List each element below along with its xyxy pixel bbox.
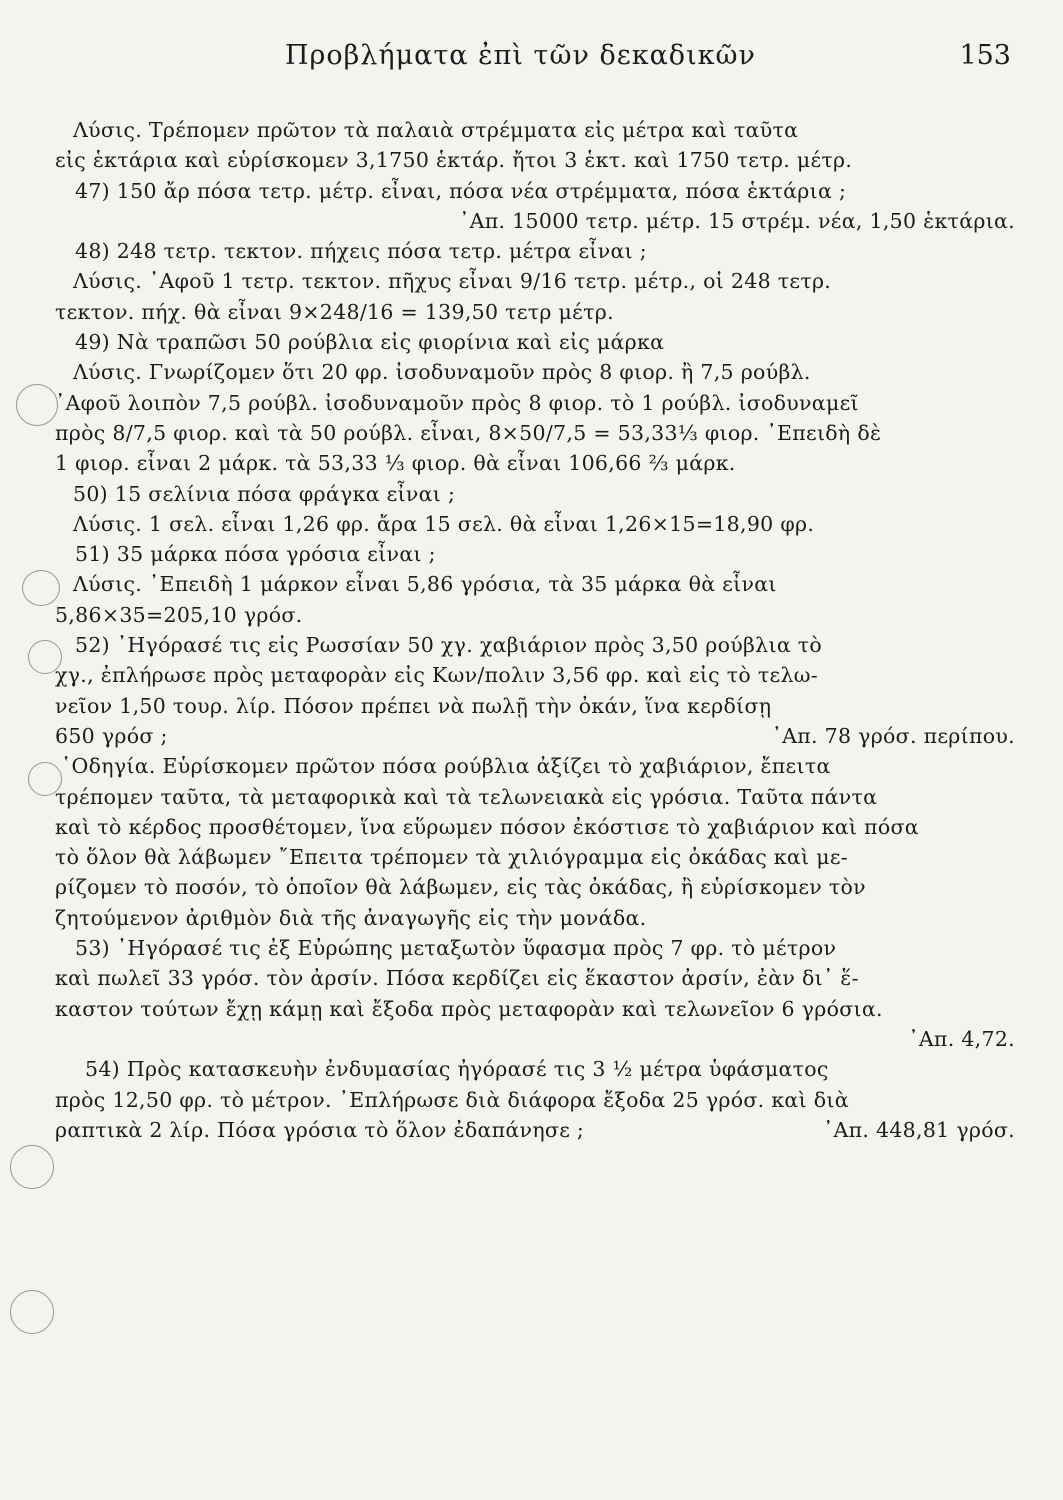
text-line xyxy=(55,297,1015,327)
text-line xyxy=(55,145,1015,175)
line-text: 47) 150 ἄρ πόσα τετρ. μέτρ. εἶναι, πόσα νέα στρέμματα, πόσα ἑκτάρια ; xyxy=(75,178,847,203)
line-text: τρέπομεν ταῦτα, τὰ μεταφορικὰ καὶ τὰ τελωνειακὰ εἰς γρόσια. Ταῦτα πάντα xyxy=(55,784,878,809)
line-text: καὶ πωλεῖ 33 γρόσ. τὸν ἀρσίν. Πόσα κερδίζει εἰς ἕκαστον ἀρσίν, ἐὰν δι᾿ ἕ- xyxy=(55,966,859,991)
page-header xyxy=(0,40,1063,80)
text-line xyxy=(55,903,1015,933)
text-line xyxy=(55,418,1015,448)
line-text: 51) 35 μάρκα πόσα γρόσια εἶναι ; xyxy=(75,542,436,567)
line-text: τεκτον. πήχ. θὰ εἶναι 9×248/16 = 139,50 τετρ μέτρ. xyxy=(55,299,614,324)
text-line xyxy=(55,569,1015,599)
line-text: Λύσις. 1 σελ. εἶναι 1,26 φρ. ἄρα 15 σελ. θὰ εἶναι 1,26×15=18,90 φρ. xyxy=(73,511,815,536)
text-line xyxy=(55,630,1015,660)
text-line xyxy=(55,721,1015,751)
text-line xyxy=(55,509,1015,539)
line-text: ῾Οδηγία. Εὑρίσκομεν πρῶτον πόσα ρούβλια ἀξίζει τὸ χαβιάριον, ἔπειτα xyxy=(61,754,831,779)
line-text: 50) 15 σελίνια πόσα φράγκα εἶναι ; xyxy=(73,481,456,506)
line-text: ᾿Αφοῦ λοιπὸν 7,5 ρούβλ. ἰσοδυναμοῦν πρὸς 8 φιορ. τὸ 1 ρούβλ. ἰσοδυναμεῖ xyxy=(55,390,859,415)
page-body xyxy=(55,115,1015,1145)
text-line xyxy=(55,388,1015,418)
line-text: χγ., ἐπλήρωσε πρὸς μεταφορὰν εἰς Κων/πολιν 3,56 φρ. καὶ εἰς τὸ τελω- xyxy=(55,663,818,688)
text-line xyxy=(55,842,1015,872)
line-text: καὶ τὸ κέρδος προσθέτομεν, ἵνα εὕρωμεν πόσον ἐκόστισε τὸ χαβιάριον καὶ πόσα xyxy=(55,814,919,839)
line-text: 1 φιορ. εἶναι 2 μάρκ. τὰ 53,33 ⅓ φιορ. θὰ εἶναι 106,66 ⅔ μάρκ. xyxy=(55,451,736,476)
line-text: πρὸς 12,50 φρ. τὸ μέτρον. ᾿Επλήρωσε διὰ διάφορα ἔξοδα 25 γρόσ. καὶ διὰ xyxy=(55,1087,849,1112)
page-number: 153 xyxy=(959,40,1011,71)
line-text: Λύσις. Γνωρίζομεν ὅτι 20 φρ. ἰσοδυναμοῦν πρὸς 8 φιορ. ἢ 7,5 ρούβλ. xyxy=(73,360,811,385)
text-line xyxy=(55,600,1015,630)
line-text: ᾿Απ. 4,72. xyxy=(908,1026,1015,1051)
line-text: 49) Νὰ τραπῶσι 50 ρούβλια εἰς φιορίνια καὶ εἰς μάρκα xyxy=(75,330,665,355)
line-text: τὸ ὅλον θὰ λάβωμεν ῎Επειτα τρέπομεν τὰ χιλιόγραμμα εἰς ὀκάδας καὶ με- xyxy=(55,845,848,870)
text-line xyxy=(55,327,1015,357)
text-line xyxy=(55,176,1015,206)
line-text: Λύσις. ᾿Αφοῦ 1 τετρ. τεκτον. πῆχυς εἶναι 9/16 τετρ. μέτρ., οἱ 248 τετρ. xyxy=(73,269,832,294)
text-line xyxy=(55,1024,1015,1054)
line-text: 52) ᾿Ηγόρασέ τις εἰς Ρωσσίαν 50 χγ. χαβιάριον πρὸς 3,50 ρούβλια τὸ xyxy=(75,633,823,658)
text-line xyxy=(55,933,1015,963)
line-text: 53) ᾿Ηγόρασέ τις ἐξ Εὐρώπης μεταξωτὸν ὕφασμα πρὸς 7 φρ. τὸ μέτρον xyxy=(75,936,837,961)
text-line xyxy=(55,236,1015,266)
line-text: ζητούμενον ἀριθμὸν διὰ τῆς ἀναγωγῆς εἰς τὴν μονάδα. xyxy=(55,905,647,930)
text-line xyxy=(55,357,1015,387)
text-line xyxy=(55,751,1015,781)
text-line xyxy=(55,782,1015,812)
answer-text: ᾿Απ. 448,81 γρόσ. xyxy=(822,1117,1015,1142)
line-text: 650 γρόσ ; xyxy=(55,723,168,748)
text-line xyxy=(55,448,1015,478)
text-line xyxy=(55,994,1015,1024)
text-line xyxy=(55,963,1015,993)
pencil-circle-mark xyxy=(16,384,58,426)
text-line xyxy=(55,872,1015,902)
line-text: 5,86×35=205,10 γρόσ. xyxy=(55,602,303,627)
line-text: ρίζομεν τὸ ποσόν, τὸ ὁποῖον θὰ λάβωμεν, εἰς τὰς ὀκάδας, ἢ εὑρίσκομεν τὸν xyxy=(55,875,866,900)
line-text: νεῖον 1,50 τουρ. λίρ. Πόσον πρέπει νὰ πωλῇ τὴν ὀκάν, ἵνα κερδίσῃ xyxy=(55,693,772,718)
line-text: ραπτικὰ 2 λίρ. Πόσα γρόσια τὸ ὅλον ἐδαπάνησε ; xyxy=(55,1117,585,1142)
text-line xyxy=(55,812,1015,842)
text-line xyxy=(55,479,1015,509)
text-line xyxy=(55,206,1015,236)
text-line xyxy=(55,539,1015,569)
running-title: Προβλήματα ἐπὶ τῶν δεκαδικῶν xyxy=(285,40,756,71)
answer-text: ᾿Απ. 78 γρόσ. περίπου. xyxy=(771,723,1015,748)
text-line xyxy=(55,115,1015,145)
text-line xyxy=(55,1085,1015,1115)
text-line xyxy=(55,691,1015,721)
pencil-circle-mark xyxy=(10,1290,54,1334)
text-line xyxy=(55,1054,1015,1084)
line-text: 54) Πρὸς κατασκευὴν ἐνδυμασίας ἠγόρασέ τις 3 ½ μέτρα ὑφάσματος xyxy=(85,1057,829,1082)
line-text: ᾿Απ. 15000 τετρ. μέτρ. 15 στρέμ. νέα, 1,50 ἑκτάρια. xyxy=(459,208,1015,233)
text-line xyxy=(55,266,1015,296)
line-text: Λύσις. ᾿Επειδὴ 1 μάρκον εἶναι 5,86 γρόσια, τὰ 35 μάρκα θὰ εἶναι xyxy=(73,572,777,597)
text-line xyxy=(55,1115,1015,1145)
text-line xyxy=(55,660,1015,690)
line-text: 48) 248 τετρ. τεκτον. πήχεις πόσα τετρ. μέτρα εἶναι ; xyxy=(75,239,647,264)
line-text: Λύσις. Τρέπομεν πρῶτον τὰ παλαιὰ στρέμματα εἰς μέτρα καὶ ταῦτα xyxy=(73,118,799,142)
line-text: εἰς ἑκτάρια καὶ εὑρίσκομεν 3,1750 ἑκτάρ. ἤτοι 3 ἑκτ. καὶ 1750 τετρ. μέτρ. xyxy=(55,148,853,173)
line-text: πρὸς 8/7,5 φιορ. καὶ τὰ 50 ρούβλ. εἶναι, 8×50/7,5 = 53,33⅓ φιορ. ᾿Επειδὴ δὲ xyxy=(55,420,882,445)
line-text: καστον τούτων ἔχῃ κάμῃ καὶ ἔξοδα πρὸς μεταφορὰν καὶ τελωνεῖον 6 γρόσια. xyxy=(55,996,883,1021)
pencil-circle-mark xyxy=(10,1145,54,1189)
